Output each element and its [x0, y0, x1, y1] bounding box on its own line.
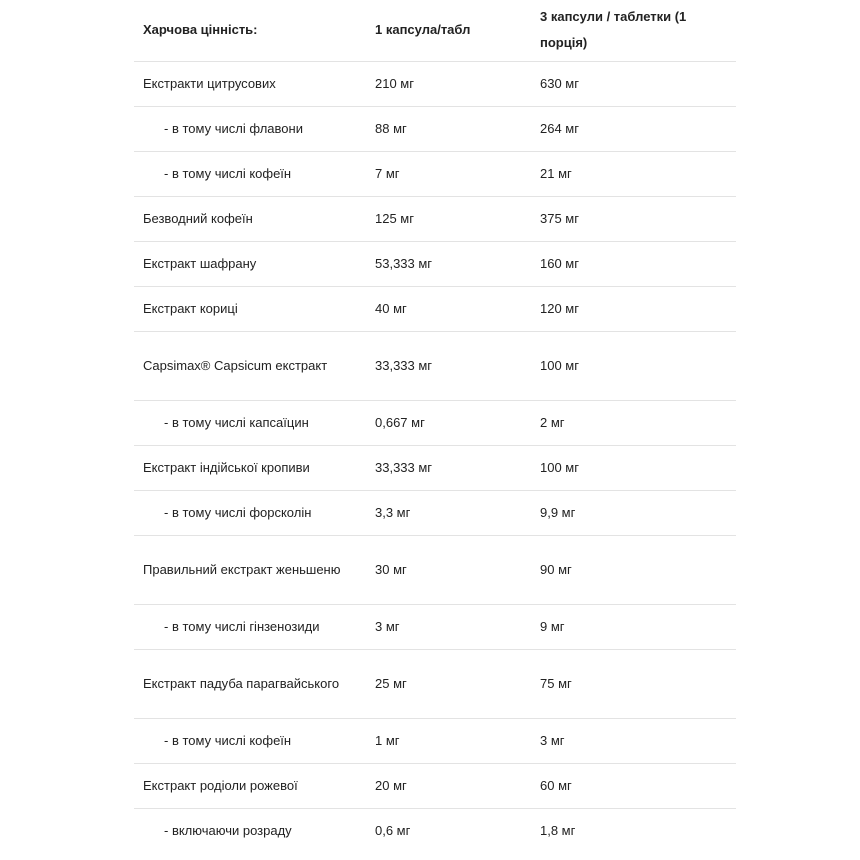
amount-per-serving: 100 мг	[531, 445, 736, 490]
table-row	[134, 604, 736, 649]
amount-per-serving: 264 мг	[531, 106, 736, 151]
amount-per-serving: 1,8 мг	[540, 822, 576, 838]
ingredient-name: - в тому числі кофеїн	[134, 151, 366, 196]
table-row	[134, 151, 736, 196]
amount-per-capsule: 125 мг	[366, 196, 531, 241]
table-row	[134, 331, 736, 400]
table-row	[134, 718, 736, 763]
amount-per-capsule: 3 мг	[366, 604, 531, 649]
table-row	[134, 106, 736, 151]
table-row	[134, 490, 736, 535]
ingredient-name: Capsimax® Capsicum екстракт	[134, 331, 366, 400]
ingredient-name: - в тому числі форсколін	[134, 490, 366, 535]
amount-per-serving: 9,9 мг	[531, 490, 736, 535]
amount-per-capsule: 40 мг	[366, 286, 531, 331]
table-row	[134, 649, 736, 718]
ingredient-name: Правильний екстракт женьшеню	[134, 535, 366, 604]
amount-per-capsule: 30 мг	[366, 535, 531, 604]
table-row	[134, 196, 736, 241]
amount-per-serving: 21 мг	[531, 151, 736, 196]
amount-per-capsule: 0,667 мг	[366, 400, 531, 445]
amount-per-capsule: 53,333 мг	[366, 241, 531, 286]
amount-per-serving: 9 мг	[531, 604, 736, 649]
ingredient-name: Екстракт падуба парагвайського	[134, 649, 366, 718]
header-per-capsule: 1 капсула/табл	[366, 0, 531, 61]
table-header-row	[134, 0, 736, 61]
amount-per-capsule: 88 мг	[366, 106, 531, 151]
amount-per-capsule: 0,6 мг	[375, 822, 411, 838]
amount-per-serving: 75 мг	[531, 649, 736, 718]
ingredient-name: - в тому числі флавони	[134, 106, 366, 151]
ingredient-name: Екстракт родіоли рожевої	[134, 763, 366, 808]
ingredient-name: - включаючи розраду	[164, 822, 292, 838]
amount-per-serving: 60 мг	[531, 763, 736, 808]
nutrition-facts-table	[134, 0, 736, 853]
amount-per-capsule: 33,333 мг	[366, 445, 531, 490]
amount-per-capsule: 20 мг	[366, 763, 531, 808]
table-row	[134, 808, 736, 853]
amount-per-serving: 375 мг	[531, 196, 736, 241]
amount-per-capsule: 7 мг	[366, 151, 531, 196]
amount-per-serving: 2 мг	[531, 400, 736, 445]
ingredient-name: - в тому числі гінзенозиди	[134, 604, 366, 649]
ingredient-name: Екстракт шафрану	[134, 241, 366, 286]
table-row	[134, 445, 736, 490]
ingredient-name: Екстракт кориці	[134, 286, 366, 331]
amount-per-serving: 160 мг	[531, 241, 736, 286]
amount-per-serving: 120 мг	[531, 286, 736, 331]
amount-per-capsule: 210 мг	[366, 61, 531, 106]
table-row	[134, 61, 736, 106]
table-row	[134, 400, 736, 445]
ingredient-name: Екстракти цитрусових	[134, 61, 366, 106]
table-row	[134, 535, 736, 604]
table-row	[134, 286, 736, 331]
amount-per-capsule: 1 мг	[366, 718, 531, 763]
ingredient-name: Екстракт індійської кропиви	[134, 445, 366, 490]
ingredient-name: - в тому числі капсаїцин	[134, 400, 366, 445]
header-per-serving: 3 капсули / таблетки (1 порція)	[531, 0, 736, 61]
amount-per-capsule: 33,333 мг	[366, 331, 531, 400]
table-row	[134, 763, 736, 808]
amount-per-serving: 90 мг	[531, 535, 736, 604]
header-nutrition-value: Харчова цінність:	[134, 0, 366, 61]
ingredient-name: - в тому числі кофеїн	[134, 718, 366, 763]
amount-per-capsule: 3,3 мг	[366, 490, 531, 535]
amount-per-serving: 630 мг	[531, 61, 736, 106]
ingredient-name: Безводний кофеїн	[134, 196, 366, 241]
amount-per-serving: 100 мг	[531, 331, 736, 400]
table-row	[134, 241, 736, 286]
amount-per-serving: 3 мг	[531, 718, 736, 763]
amount-per-capsule: 25 мг	[366, 649, 531, 718]
